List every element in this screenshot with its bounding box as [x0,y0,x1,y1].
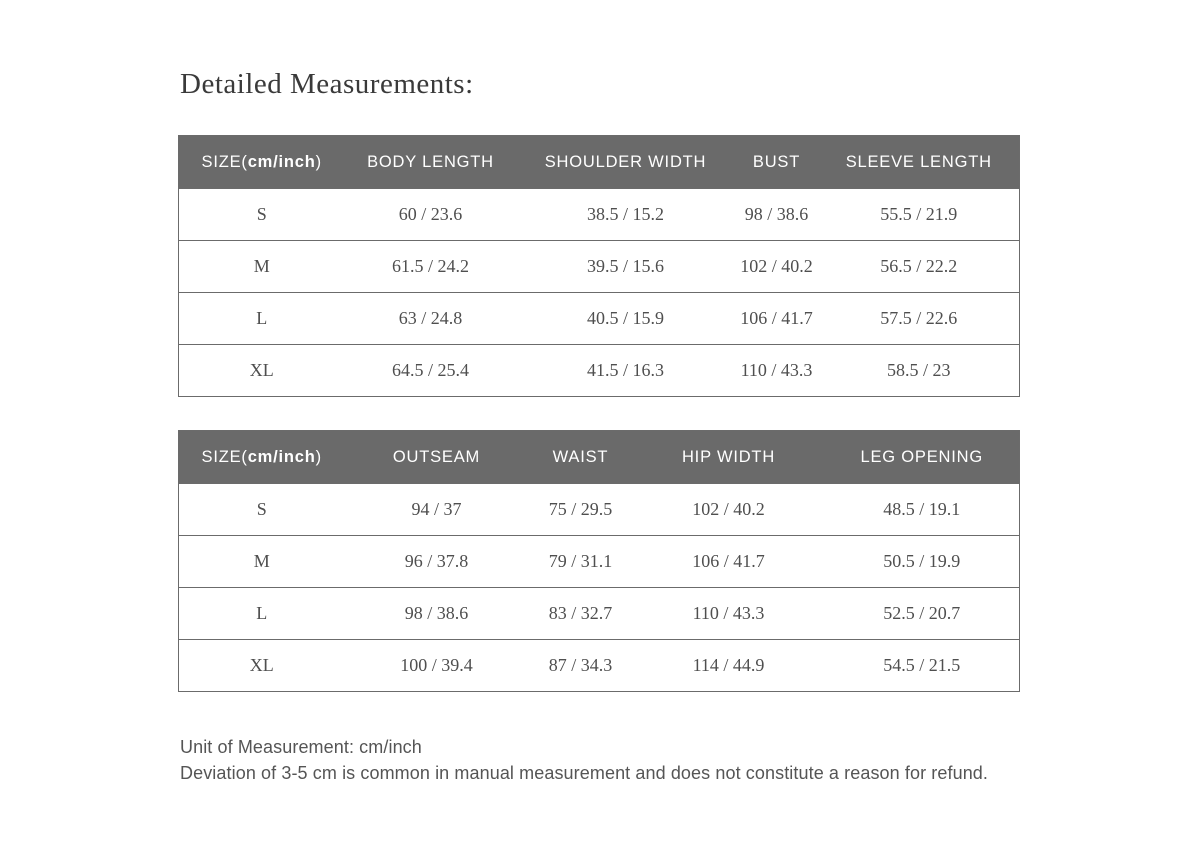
column-header-leg-opening: LEG OPENING [825,431,1020,484]
table-row [179,345,1020,397]
measurement-cell: 110 / 43.3 [633,588,825,640]
measurement-cell: 63 / 24.8 [345,293,517,345]
size-cell: XL [179,345,345,397]
table-row [179,640,1020,692]
measurement-cell: 94 / 37 [345,484,529,536]
measurement-cell: 110 / 43.3 [735,345,819,397]
measurement-cell: 58.5 / 23 [819,345,1020,397]
measurement-cell: 60 / 23.6 [345,189,517,241]
size-cell: M [179,536,345,588]
measurement-cell: 98 / 38.6 [345,588,529,640]
measurement-cell: 98 / 38.6 [735,189,819,241]
column-header-waist: WAIST [529,431,633,484]
table-row [179,536,1020,588]
bottom-measurements-table [178,430,1020,692]
column-header-hip-width: HIP WIDTH [633,431,825,484]
measurement-cell: 75 / 29.5 [529,484,633,536]
column-header-body-length: BODY LENGTH [345,136,517,189]
size-cell: S [179,484,345,536]
footnote-line-deviation: Deviation of 3-5 cm is common in manual measurement and does not constitute a reason for refund. [180,762,989,783]
measurement-cell: 87 / 34.3 [529,640,633,692]
measurement-cell: 55.5 / 21.9 [819,189,1020,241]
table-row [179,241,1020,293]
measurement-cell: 56.5 / 22.2 [819,241,1020,293]
measurement-cell: 100 / 39.4 [345,640,529,692]
measurement-cell: 61.5 / 24.2 [345,241,517,293]
table-row [179,484,1020,536]
table-row [179,588,1020,640]
size-cell: L [179,293,345,345]
table-row [179,293,1020,345]
measurement-cell: 38.5 / 15.2 [517,189,735,241]
measurement-cell: 57.5 / 22.6 [819,293,1020,345]
header-row [179,431,1020,484]
measurement-cell: 54.5 / 21.5 [825,640,1020,692]
measurement-cell: 102 / 40.2 [735,241,819,293]
column-header-outseam: OUTSEAM [345,431,529,484]
measurement-footnote [180,735,988,786]
header-row [179,136,1020,189]
measurement-cell: 41.5 / 16.3 [517,345,735,397]
table-body [179,189,1020,397]
measurement-cell: 83 / 32.7 [529,588,633,640]
page-title: Detailed Measurements: [180,68,474,100]
column-header-size: SIZE(cm/inch) [179,136,345,189]
measurement-cell: 114 / 44.9 [633,640,825,692]
measurement-cell: 48.5 / 19.1 [825,484,1020,536]
top-measurements-table [178,135,1020,397]
size-cell: XL [179,640,345,692]
measurement-cell: 106 / 41.7 [735,293,819,345]
measurement-cell: 52.5 / 20.7 [825,588,1020,640]
measurement-cell: 102 / 40.2 [633,484,825,536]
measurement-cell: 79 / 31.1 [529,536,633,588]
column-header-bust: BUST [735,136,819,189]
footnote-line-unit: Unit of Measurement: cm/inch [180,737,422,757]
table-row [179,189,1020,241]
size-cell: M [179,241,345,293]
measurement-cell: 40.5 / 15.9 [517,293,735,345]
column-header-sleeve-length: SLEEVE LENGTH [819,136,1020,189]
table-body [179,484,1020,692]
measurement-cell: 106 / 41.7 [633,536,825,588]
column-header-shoulder-width: SHOULDER WIDTH [517,136,735,189]
measurement-cell: 64.5 / 25.4 [345,345,517,397]
measurement-cell: 39.5 / 15.6 [517,241,735,293]
size-cell: L [179,588,345,640]
measurement-cell: 50.5 / 19.9 [825,536,1020,588]
measurement-cell: 96 / 37.8 [345,536,529,588]
column-header-size: SIZE(cm/inch) [179,431,345,484]
size-cell: S [179,189,345,241]
